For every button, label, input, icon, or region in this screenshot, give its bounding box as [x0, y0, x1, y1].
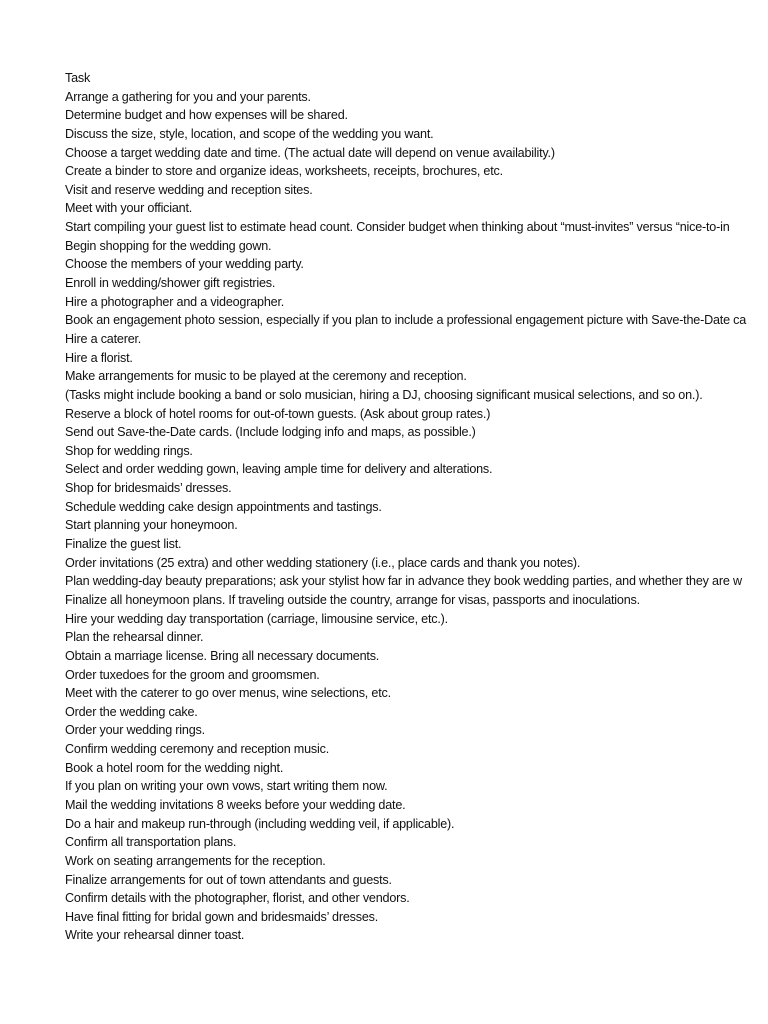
task-item: Hire a caterer. [65, 331, 142, 346]
task-item: (Tasks might include booking a band or solo musician, hiring a DJ, choosing significant musical selections, and so on.). [65, 387, 703, 402]
task-item: Schedule wedding cake design appointments and tastings. [65, 499, 382, 514]
task-item: Hire a florist. [65, 350, 133, 365]
task-item: Discuss the size, style, location, and scope of the wedding you want. [65, 126, 434, 141]
task-item: Book a hotel room for the wedding night. [65, 760, 284, 775]
task-item: Make arrangements for music to be played at the ceremony and reception. [65, 369, 467, 384]
task-item: Determine budget and how expenses will be shared. [65, 108, 348, 123]
task-list [65, 69, 768, 945]
task-item: Have final fitting for bridal gown and bridesmaids’ dresses. [65, 909, 379, 924]
task-item: Hire your wedding day transportation (carriage, limousine service, etc.). [65, 611, 448, 626]
task-item: Select and order wedding gown, leaving ample time for delivery and alterations. [65, 462, 493, 477]
task-item: Plan the rehearsal dinner. [65, 630, 204, 645]
task-item: Choose the members of your wedding party. [65, 257, 304, 272]
task-item: Order invitations (25 extra) and other wedding stationery (i.e., place cards and thank you notes). [65, 555, 581, 570]
task-item: Reserve a block of hotel rooms for out-of-town guests. (Ask about group rates.) [65, 406, 491, 421]
task-item: Plan wedding-day beauty preparations; ask your stylist how far in advance they book wedding parties, and whether they are w [65, 574, 742, 589]
task-item: Send out Save-the-Date cards. (Include lodging info and maps, as possible.) [65, 425, 476, 440]
task-item: Obtain a marriage license. Bring all necessary documents. [65, 648, 380, 663]
task-item: If you plan on writing your own vows, start writing them now. [65, 779, 388, 794]
task-item: Book an engagement photo session, especially if you plan to include a professional engagement picture with Save-the-Date ca [65, 313, 747, 328]
task-item: Visit and reserve wedding and reception sites. [65, 182, 313, 197]
task-item: Start compiling your guest list to estimate head count. Consider budget when thinking about “must-invites” versus “nice-to-in [65, 220, 730, 235]
task-item: Order the wedding cake. [65, 704, 198, 719]
task-item: Enroll in wedding/shower gift registries. [65, 276, 276, 291]
task-item: Shop for wedding rings. [65, 443, 193, 458]
task-item: Mail the wedding invitations 8 weeks before your wedding date. [65, 797, 406, 812]
task-item: Confirm details with the photographer, florist, and other vendors. [65, 891, 410, 906]
task-item: Meet with the caterer to go over menus, wine selections, etc. [65, 686, 391, 701]
task-item: Order tuxedoes for the groom and groomsmen. [65, 667, 320, 682]
task-item: Write your rehearsal dinner toast. [65, 928, 245, 943]
task-item: Choose a target wedding date and time. (The actual date will depend on venue availability.) [65, 145, 555, 160]
task-item: Order your wedding rings. [65, 723, 205, 738]
task-item: Meet with your officiant. [65, 201, 193, 216]
task-item: Work on seating arrangements for the reception. [65, 853, 326, 868]
task-item: Start planning your honeymoon. [65, 518, 238, 533]
task-item: Arrange a gathering for you and your parents. [65, 89, 311, 104]
task-item: Shop for bridesmaids’ dresses. [65, 481, 232, 496]
task-item: Finalize arrangements for out of town attendants and guests. [65, 872, 392, 887]
task-item: Hire a photographer and a videographer. [65, 294, 285, 309]
task-item: Begin shopping for the wedding gown. [65, 238, 272, 253]
task-item: Finalize the guest list. [65, 537, 182, 552]
task-column-header: Task [65, 71, 91, 85]
task-item: Confirm wedding ceremony and reception music. [65, 742, 329, 757]
task-item: Confirm all transportation plans. [65, 835, 237, 850]
task-item: Create a binder to store and organize ideas, worksheets, receipts, brochures, etc. [65, 164, 503, 179]
task-item: Finalize all honeymoon plans. If traveling outside the country, arrange for visas, passports and inoculations. [65, 592, 640, 607]
task-item: Do a hair and makeup run-through (including wedding veil, if applicable). [65, 816, 455, 831]
